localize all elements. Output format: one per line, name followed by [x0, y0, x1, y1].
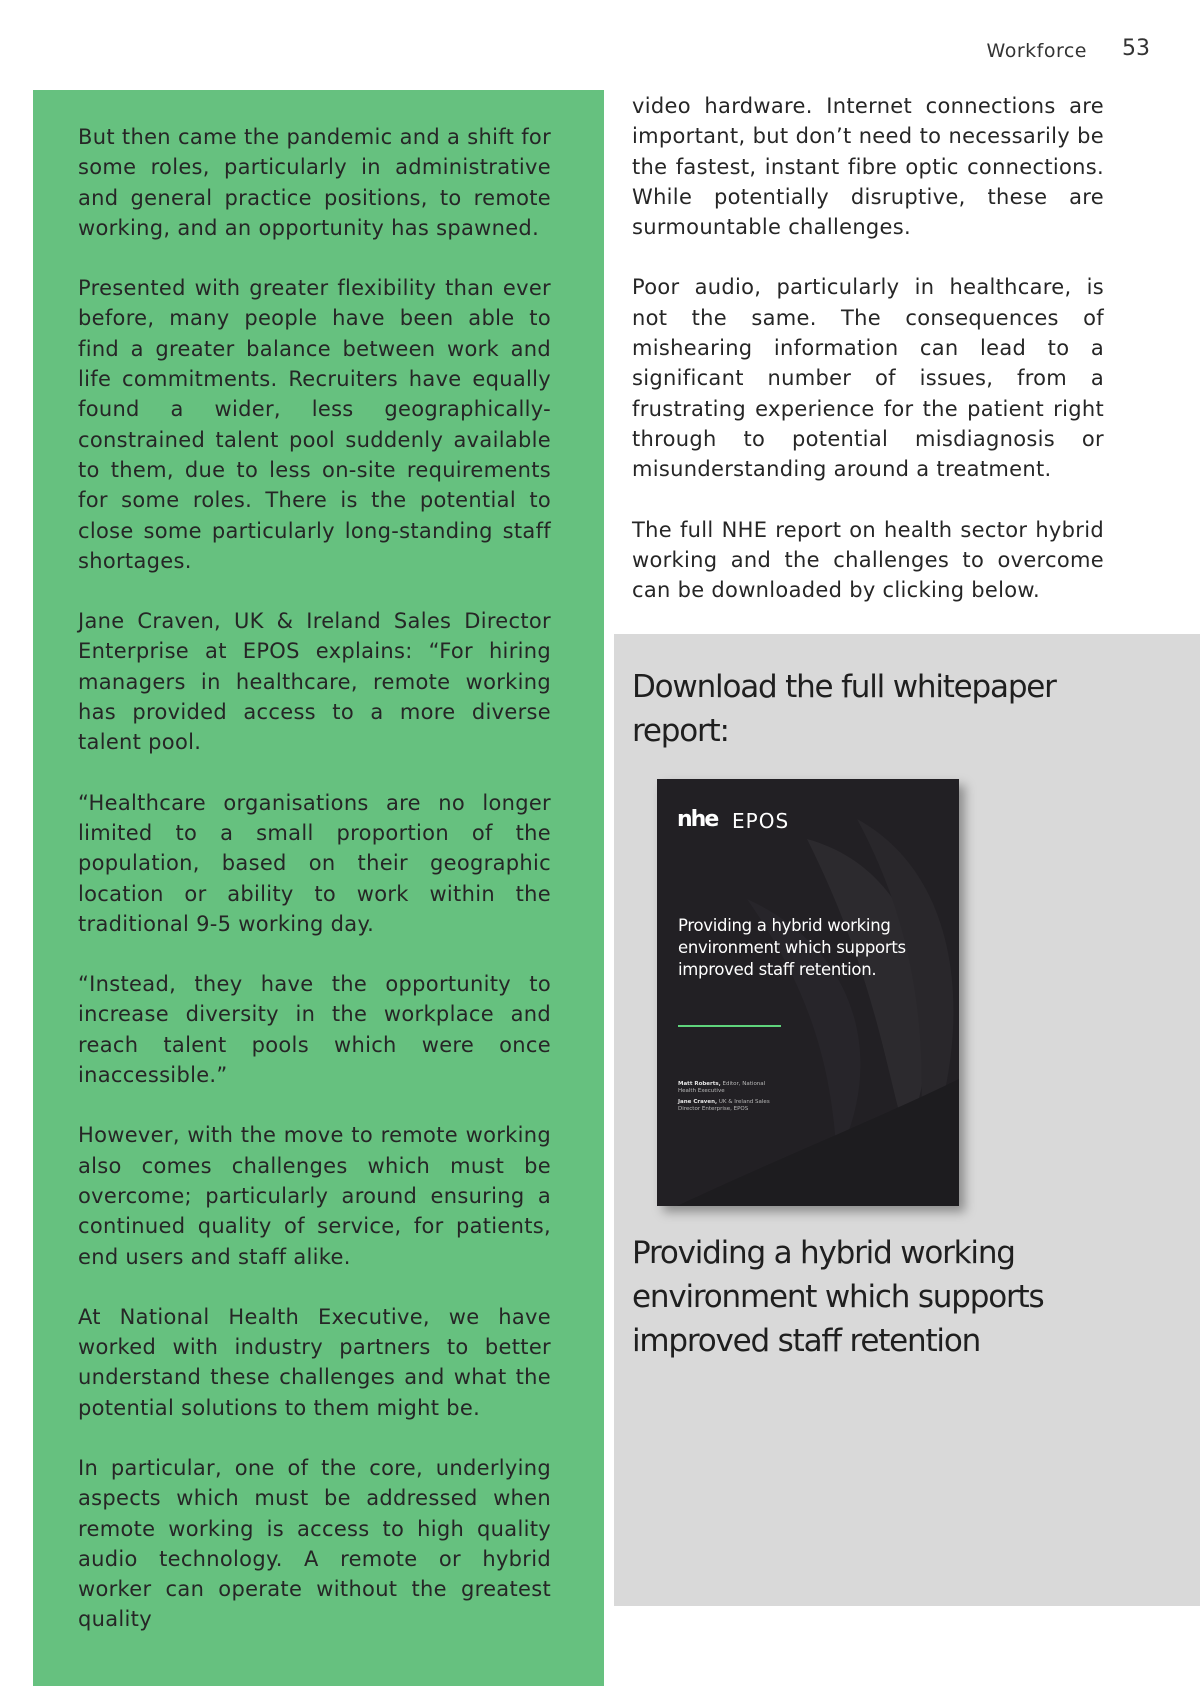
paragraph: “Healthcare organisations are no longer limited to a small proportion of the population, based on their geographic location or ability to work within the traditional 9-5 working day. — [78, 790, 551, 936]
cover-accent-line — [678, 1025, 781, 1027]
paragraph: “Instead, they have the opportunity to increase diversity in the workplace and reach talent pools which were once inaccessible.” — [78, 972, 551, 1088]
page-header — [0, 36, 1200, 66]
paragraph: Presented with greater flexibility than ever before, many people have been able to find a greater balance between work and life commitments. Recruiters have equally found a wider, less geographically-constrained talent pool suddenly available to them, due to less on-site requirements for some roles. There is the potential to close some particularly long-standing staff shortages. — [78, 276, 551, 573]
epos-logo: EPOS — [732, 809, 790, 833]
author-role: Editor, National Health Executive — [678, 1081, 766, 1094]
download-heading: Download the full whitepaper report: — [632, 669, 1056, 749]
paragraph: Poor audio, particularly in healthcare, is not the same. The consequences of mishearing information can lead to a significant number of issues, from a frustrating experience for the patient right through to potential misdiagnosis or misunderstanding around a treatment. — [632, 275, 1104, 482]
cover-swirl-graphic — [657, 779, 959, 1206]
author-name: Matt Roberts, — [678, 1081, 721, 1087]
paragraph: At National Health Executive, we have worked with industry partners to better understand these challenges and what the potential solutions to them might be. — [78, 1304, 551, 1420]
section-name: Workforce — [986, 40, 1087, 62]
cover-author — [678, 1081, 773, 1095]
paragraph: However, with the move to remote working also comes challenges which must be overcome; particularly around ensuring a continued quality of service, for patients, end users and staff alike. — [78, 1123, 551, 1269]
paragraph: video hardware. Internet connections are important, but don’t need to necessarily be the fastest, instant fibre optic connections. While potentially disruptive, these are surmountable challenges. — [632, 94, 1104, 240]
page-number: 53 — [1122, 36, 1150, 61]
report-title-link[interactable]: Providing a hybrid working environment which supports improved staff retention — [632, 1235, 1044, 1359]
author-name: Jane Craven, — [678, 1099, 718, 1105]
left-column — [78, 122, 551, 1665]
right-column — [632, 91, 1104, 635]
cover-title: Providing a hybrid working environment which supports improved staff retention. — [678, 916, 906, 979]
paragraph: The full NHE report on health sector hybrid working and the challenges to overcome can be downloaded by clicking below. — [632, 517, 1104, 603]
cover-author — [678, 1099, 773, 1113]
paragraph: Jane Craven, UK & Ireland Sales Director Enterprise at EPOS explains: “For hiring managers in healthcare, remote working has provided access to a more diverse talent pool. — [78, 609, 551, 755]
paragraph: In particular, one of the core, underlying aspects which must be addressed when remote working is access to high quality audio technology. A remote or hybrid worker can operate without the greatest quality — [78, 1455, 551, 1632]
author-role: UK & Ireland Sales Director Enterprise, EPOS — [678, 1099, 770, 1112]
nhe-logo: nhe — [677, 807, 718, 832]
whitepaper-cover-link[interactable] — [657, 779, 959, 1206]
paragraph: But then came the pandemic and a shift for some roles, particularly in administrative and general practice positions, to remote working, and an opportunity has spawned. — [78, 125, 551, 240]
